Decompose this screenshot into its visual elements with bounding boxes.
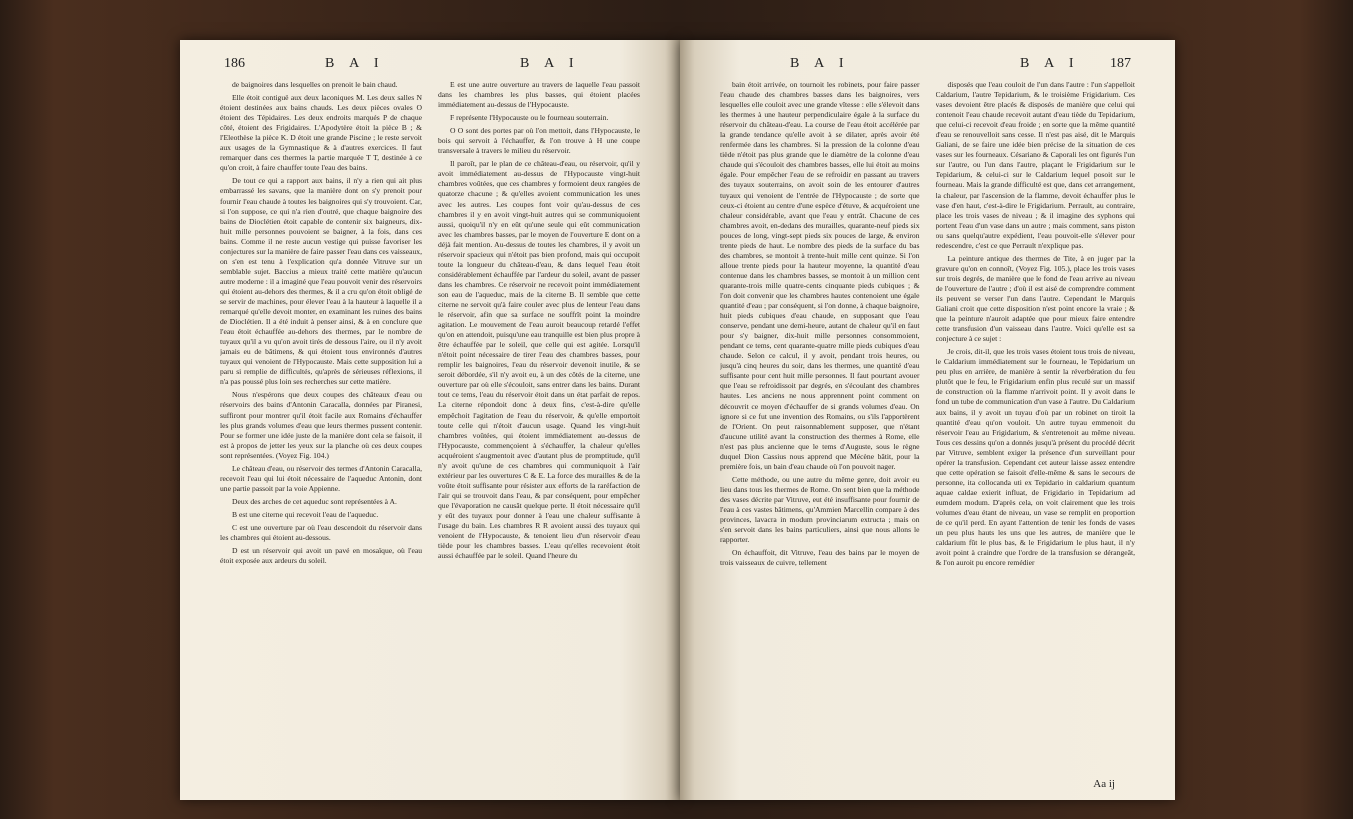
left-page xyxy=(180,40,680,800)
paragraph: On échauffoit, dit Vitruve, l'eau des bains par le moyen de trois vaisseaux de cuivre, tellement xyxy=(720,548,920,568)
paragraph: Cette méthode, ou une autre du même genre, doit avoir eu lieu dans tous les thermes de Rome. On sent bien que la méthode des vases décrite par Vitruve, eut été insuffisante pour fournir de l'eau à ces vastes bâtimens, qu'Ammien Marcellin compare à des provinces, lavacra in modum provinciarum extructa ; mais on s'en servoit dans les bains particuliers, ainsi que nous allons le rapporter. xyxy=(720,474,920,545)
paragraph: bain étoit arrivée, on tournoit les robinets, pour faire passer l'eau chaude des chambres basses dans les baignoires, vers lesquelles elle couloit avec une grande vîtesse : elle s'élevoit dans les thermes à une hauteur perpendiculaire égale à la surface du réservoir du château-d'eau. La course de l'eau étoit accélérée par la grande tendance qu'elle avoit à se dilater, après avoir été renfermée dans les chambres. Si la pression de la colonne d'eau tiède n'étoit pas plus grande que le diamètre de la colonne d'eau chaude qui s'écouloit des chambres basses, elle lui étoit au moins égale. Pour empêcher l'eau de se refroidir en passant au travers des tuyaux souterrains, on avoit soin de les entourer d'autres tuyaux qui venoient de l'entrée de l'Hypocauste ; de sorte que ceux-ci étoient au centre d'une espèce d'étuve, & acquéroient une chaleur considérable, avant que l'eau y entrât. Chacune de ces chambres avoit, en-dedans des murailles, quarante-neuf pieds six pouces de long, vingt-sept pieds six pouces de large, & environ trente pieds de haut. Le nombre des pieds de la surface du bas des chambres, se montoit à trente-huit mille cent quinze. Si l'on alloue trente pieds pour la hauteur moyenne, la quantité d'eau contenue dans les chambres basses, se montoit à un million cent quarante-trois mille quatre-cents cinquante pieds cubiques ; & l'on doit convenir que les chambres hautes contenoient une égale quantité d'eau ; par conséquent, si l'on donne, à chaque baignoire, huit pieds cubiques d'eau chaude, en supposant que l'eau conserve, pendant une demi-heure, autant de chaleur qu'il en faut pour s'y baigner, dix-huit mille personnes consommoient, pendant ce tems, cent quarante-quatre mille pieds cubiques d'eau chaude. Selon ce calcul, il y avoit, pendant trois heures, ou jusqu'à cinq heures du soir, dans les thermes, une quantité d'eau suffisante pour cent huit mille personnes. Il faut pourtant avouer que l'eau se refroidissoit par degrés, en s'écoulant des chambres hautes. Les anciens ne nous apprennent point comment on découvrit ce moyen d'échauffer de si grands volumes d'eau. On ignore si ce fut une invention des Romains, ou s'ils l'apportèrent de l'Orient. On peut raisonnablement supposer, que n'étant d'aucune utilité avant la construction des thermes à Rome, elle n'est pas plus ancienne que le tems d'Auguste, sous le règne duquel Dion Cassius nous apprend que Mécène bâtit, pour la première fois, un bain d'eau chaude où l'on pouvoit nager. xyxy=(720,80,920,471)
right-column-2 xyxy=(936,80,1136,772)
right-page-header xyxy=(720,56,1135,76)
paragraph: B est une citerne qui recevoit l'eau de l'aqueduc. xyxy=(232,509,379,519)
right-page-columns xyxy=(720,80,1135,772)
paragraph: La peinture antique des thermes de Tite, à en juger par la gravure qu'on en connoît, (Voyez Fig. 105.), place les trois vases sur trois degrés, de manière que le fond de l'eau arrive au niveau de l'ouverture de l'autre ; d'où il est aisé de comprendre comment ils peuvent se verser l'un dans l'autre. Cependant le Marquis Galiani croit que cette disposition n'est point encore la vraie ; & que la peinture n'auroit adaptée que pour mieux faire entendre cette transfusion d'un vaisseau dans l'autre. Voici qu'elle est sa conjecture à ce sujet : xyxy=(935,253,1135,344)
page-number: 186 xyxy=(224,56,245,71)
running-head: B A I xyxy=(790,56,850,71)
paragraph: F représente l'Hypocauste ou le fourneau souterrain. xyxy=(450,113,609,123)
running-head: B A I xyxy=(520,56,580,71)
left-column-1 xyxy=(220,80,422,772)
right-page xyxy=(680,40,1175,800)
paragraph: Il paroît, par le plan de ce château-d'eau, ou réservoir, qu'il y avoit immédiatement au-dessus de l'Hypocauste vingt-huit chambres voûtées, que ces chambres y formoient deux rangées de quatorze chacune ; & qu'elles avoient communication les unes avec les autres. Les coupes font voir qu'au-dessus de ces chambres il y en avoit vingt-huit autres qui se communiquoient aussi, quoiqu'il n'y en eût qu'une seule qui eût communication avec les chambres basses, par le moyen de l'ouverture E dont on a déjà fait mention. Au-dessus de toutes les chambres, il y avoit un réservoir spacieux qui n'étoit pas bien profond, mais qui occupoit toute la longueur du château-d'eau, & dans lequel l'eau étoit considérablement échauffée par l'ardeur du soleil, avant de passer dans les chambres. Ce réservoir ne recevoit point immédiatement son eau de l'aqueduc, mais de la citerne B. Il semble que cette citerne ne servoit qu'à faire couler avec plus de lenteur l'eau dans le réservoir, afin que sa surface ne souffrît point la moindre agitation. Le mouvement de l'eau auroit beaucoup retardé l'effet qu'on en attendoit, puisqu'une eau tranquille est bien plus propre à être échauffée par le soleil, que celle qui est agitée. Lorsqu'il n'étoit point nécessaire de tirer l'eau des chambres basses, pour remplir les baignoires, l'eau du réservoir devenoit inutile, & se seroit débordée, s'il n'y avoit eu, à un des côtés de la citerne, une ouverture par où elle s'écouloit, sans entrer dans les bains. Durant tout ce tems, l'eau du réservoir étoit dans un état parfait de repos. La citerne répondoit donc à deux fins, c'est-à-dire qu'elle empêchoit l'agitation de l'eau du réservoir, & qu'elle emportoit toute celle qui n'étoit d'aucun usage. Quand les vingt-huit chambres voûtées, qui étoient immédiatement au-dessus de l'Hypocauste, commençoient à s'échauffer, la chaleur qu'elles acquéroient s'augmentoit avec d'autant plus de promptitude, qu'il n'y avoit qu'une de ces chambres qui communiquoit à l'air extérieur par les ouvertures C & E. La force des murailles & de la voûte étoit suffisante pour résister aux efforts de la raréfaction de l'air qui se trouvoit dans l'eau, & par conséquent, pour empêcher que l'évaporation ne causât quelque perte. Il étoit nécessaire qu'il y eût des tuyaux pour donner à l'eau une chaleur suffisante à l'usage du bain. Les chambres R R avoient aussi des tuyaux qui venoient de l'Hypocauste, & tenoient lieu d'un réservoir d'eau tiède pour les chambres basses. L'eau qu'elles recevoient étoit aussi échauffée par le soleil. Quand l'heure du xyxy=(438,159,640,561)
running-head: B A I xyxy=(1020,56,1080,71)
paragraph: De tout ce qui a rapport aux bains, il n'y a rien qui ait plus embarrassé les savans, que la manière dont on s'y prenoit pour fournir l'eau chaude à toutes les baignoires qui s'y trouvoient. Car, si l'on suppose, ce qui n'a rien d'outré, que chaque baignoire des bains de Dioclétien étoit capable de contenir six baigneurs, dix-huit mille personnes pouvoient se baigner, à la fois, dans ces bains. Comme il ne reste aucun vestige qui puisse favoriser les conjectures sur la manière de faire passer l'eau dans ces vaisseaux, on s'en est tenu à l'explication qu'a donnée Vitruve sur un semblable sujet. Baccius a mieux traité cette matière qu'aucun autre moderne : il a imaginé que l'eau pouvoit venir des réservoirs qui étoient au-dehors des thermes, & il a cru qu'on étoit obligé de se servir de machines, pour élever l'eau à la hauteur à laquelle il a remarqué qu'elle devoit monter, en examinant les ruines des bains de Dioclétien. Il a été induit à penser ainsi, & à en conclure que l'eau étoit échauffée au-dehors des thermes, par le nombre de tuyaux qu'il a vu qu'on avoit tirés de dessous l'aire, ou il n'y avoit jamais eu de bâtimens, & qui étoient tous environnés d'autres tuyaux qui venoient de l'Hypocauste. Mais cette supposition lui a paru si remplie de difficultés, qu'après de sérieuses réflexions, il n'a pas poussé plus loin ses recherches sur cette matière. xyxy=(220,176,422,387)
paragraph: Nous n'espérons que deux coupes des châteaux d'eau ou réservoirs des bains d'Antonin Caracalla, données par Piranesi, suffiront pour montrer qu'il étoit facile aux Romains d'échauffer les plus grands volumes d'eau que leurs thermes pussent contenir. Pour se former une idée juste de la manière dont cela se faisoit, il est à propos de jetter les yeux sur la planche où ces deux coupes sont représentées. (Voyez Fig. 104.) xyxy=(220,390,422,460)
paragraph: Je crois, dit-il, que les trois vases étoient tous trois de niveau, le Caldarium immédiatement sur le fourneau, le Tepidarium un peu plus en arrière, de manière à sentir la réverbération du feu plutôt que le feu, le Frigidarium enfin plus reculé sur un massif de construction où la flamme n'arrivoit point. Il y avoit dans le fond un tube de communication d'un vase à l'autre. Du Caldarium aux bains, il y avoit un tuyau d'où par un robinet on tiroit la quantité d'eau qu'on vouloit. Un autre tuyau emmenoit du réservoir l'eau au Frigidarium, & s'entretenoit au même niveau. Tous ces dessins qu'on a donnés jusqu'à présent du procédé décrit par Vitruve, semblent exiger la présence d'un surveillant pour opérer la transfusion. Cependant cet auteur laisse assez entendre que cette opération se faisoit d'elle-même & sans le secours de personne, ita collocanda uti ex Tepidario in caldarium quantum aquae caldae exierit influat, de Frigidario in Tepidarium ad eumdem modum. D'après cela, on voit clairement que les trois volumes d'eau étant de niveau, un vase se remplit en proportion de ce qu'il perd. En ayant l'attention de tenir les fonds de vases un peu plus hauts les uns que les autres, de manière que le caldarium fût le plus bas, & le Frigidarium le plus haut, il n'y avoit point à craindre que l'ordre de la transfusion se dérangeât, & l'on auroit pu encore remédier xyxy=(935,347,1135,568)
paragraph: Le château d'eau, ou réservoir des termes d'Antonin Caracalla, recevoit l'eau qui lui étoit nécessaire de l'aqueduc Antonin, dont une partie passoit par la voie Appienne. xyxy=(220,463,422,493)
page-number: 187 xyxy=(1110,56,1131,71)
paragraph: C est une ouverture par où l'eau descendoit du réservoir dans les chambres qui étoient au-dessous. xyxy=(220,522,422,543)
left-column-2 xyxy=(438,80,640,772)
paragraph: D est un réservoir qui avoit un pavé en mosaïque, où l'eau étoit exposée aux ardeurs du soleil. xyxy=(220,546,422,566)
running-head: B A I xyxy=(325,56,385,71)
paragraph: O O sont des portes par où l'on mettoit, dans l'Hypocauste, le bois qui servoit à l'échauffer, & l'on trouve à H une coupe transversale à travers le milieu du réservoir. xyxy=(438,126,640,156)
paragraph: Deux des arches de cet aqueduc sont représentées à A. xyxy=(232,496,397,506)
signature-mark: Aa ij xyxy=(1093,778,1115,790)
paragraph: Elle étoit contiguë aux deux laconiques M. Les deux salles N étoient destinées aux bains chauds. Les deux pièces ovales O étoient des Tépidaires. Les deux endroits marqués P de chaque côté, étoient des Frigidaires. L'Apodytère étoit la pièce B ; & l'Eleothèse la pièce K. D étoit une grande Piscine ; le reste servoit aux usages de la Gymnastique & à d'autres exercices. Il faut remarquer dans ces thermes la partie marquée T T, destinée à ce qu'on croit, à faire chauffer toute l'eau des bains. xyxy=(220,93,422,173)
paragraph: disposés que l'eau couloit de l'un dans l'autre : l'un s'appelloit Caldarium, l'autre Tepidarium, & le troisième Frigidarium. Ces vases devoient être placés & disposés de manière que celui qui contenoit l'eau chaude recevoit autant d'eau tiède du Tepidarium, que celui-ci recevoit d'eau froide ; en sorte que la même quantité d'eau se renouvelloit sans cesse. Il n'est pas aisé, dit le Marquis Galiani, de se faire une idée bien précise de la situation de ces vases sur les fourneaux. Césariano & Caporali les ont figurés l'un sur l'autre, ou l'un dans l'autre, plaçant le Frigidarium sur le Tepidarium, & celui-ci sur le Caldarium lequel posoit sur le fourneau. Mais la grande difficulté est que, dans cet arrangement, la chaleur, par l'ascension de la flamme, devoit échauffer plus le vase d'en haut, c'est-à-dire le Frigidarium. Perrault, au contraire, place les trois vases de niveau ; & il imagine des syphons qui portent l'eau d'un vase dans un autre ; mais comment, sans piston ou sans quelqu'autre expédient, l'eau pouvoit-elle s'élever pour redescendre, c'est ce que Perrault n'explique pas. xyxy=(935,80,1135,250)
paragraph: de baignoires dans lesquelles on prenoit le bain chaud. xyxy=(232,80,398,89)
left-page-header xyxy=(220,56,640,76)
left-page-columns xyxy=(220,80,640,772)
paragraph: E est une autre ouverture au travers de laquelle l'eau passoit dans les chambres les plus basses, qui étoient placées immédiatement au-dessus de l'Hypocauste. xyxy=(438,80,640,110)
right-column-1 xyxy=(720,80,920,772)
